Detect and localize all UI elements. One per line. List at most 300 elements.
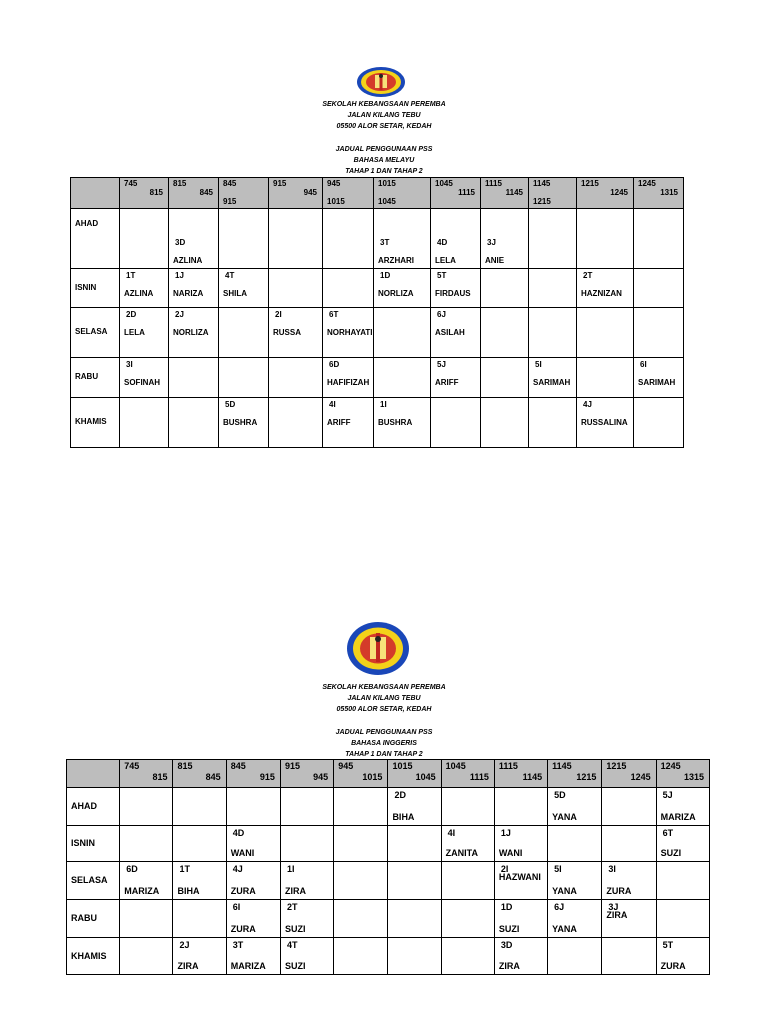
teacher-name: SUZI [660,848,682,858]
timetable-cell [548,826,602,862]
document-header [0,682,768,760]
subject-title: BAHASA INGGERIS [351,740,417,747]
timetable-cell [388,826,441,862]
day-label: KHAMIS [71,951,107,961]
teacher-name: YANA [552,812,577,822]
timetable-cell [431,308,481,358]
day-label-cell [71,398,120,448]
class-code: 4I [447,828,456,838]
schedule-title: JADUAL PENGGUNAAN PSS [335,146,433,153]
timetable-cell [173,862,226,900]
class-code: 1D [500,902,513,912]
timetable-cell [577,308,634,358]
timetable-cell [481,308,529,358]
teacher-name: NORHAYATI [327,328,373,337]
time-slot-header [226,760,280,788]
teacher-name: LELA [124,328,145,337]
timetable-cell [323,398,374,448]
time-slot-header [334,760,388,788]
time-slot-header [388,760,441,788]
class-code: 6T [662,828,674,838]
teacher-name: ZIRA [177,961,199,971]
slot-start-time: 915 [284,761,300,771]
class-code: 2I [500,864,509,874]
time-slot-header [577,178,634,209]
timetable-cell [577,358,634,398]
header-corner-cell [67,760,120,788]
class-code: 4J [583,400,592,409]
table-row [67,788,710,826]
slot-end-time: 815 [149,188,163,197]
timetable-cell [120,398,169,448]
timetable-cell [120,269,169,308]
slot-start-time: 815 [177,761,193,771]
timetable-cell [481,358,529,398]
slot-start-time: 1045 [435,179,453,188]
timetable-cell [323,308,374,358]
timetable-cell [529,358,577,398]
class-code: 3D [175,238,186,247]
teacher-name: SARIMAH [533,378,571,387]
time-slot-header [120,178,169,209]
teacher-name: ARZHARI [378,256,414,265]
timetable-cell [441,900,494,938]
timetable-cell [431,269,481,308]
day-label-cell [71,358,120,398]
slot-start-time: 1245 [660,761,681,771]
timetable-cell [219,308,269,358]
teacher-name: YANA [552,886,577,896]
timetable-cell [334,862,388,900]
slot-start-time: 1215 [581,179,599,188]
timetable-cell [634,308,684,358]
class-code: 1I [286,864,295,874]
slot-start-time: 815 [173,179,187,188]
table-row [67,900,710,938]
class-code: 4J [232,864,243,874]
slot-end-time: 815 [152,772,168,782]
timetable-cell [577,209,634,269]
timetable-cell [334,788,388,826]
teacher-name: ZURA [606,886,632,896]
table-row [71,308,684,358]
timetable-cell [374,398,431,448]
day-label: ISNIN [75,283,97,292]
timetable-cell [323,358,374,398]
day-label-cell [71,209,120,269]
time-slot-header [431,178,481,209]
teacher-name: NORLIZA [173,328,209,337]
teacher-name: HAZNIZAN [581,289,622,298]
timetable-cell [656,900,709,938]
timetable-cell [269,308,323,358]
timetable-cell [602,788,656,826]
subject-title: BAHASA MELAYU [353,157,415,164]
teacher-name: ARIFF [435,378,459,387]
timetable-cell [269,209,323,269]
school-crest-logo [356,66,406,98]
time-slot-header [494,760,547,788]
slot-start-time: 1145 [533,179,551,188]
teacher-name: ZURA [230,886,256,896]
table-row [67,938,710,975]
time-slot-header-row [67,760,710,788]
timetable-cell [169,358,219,398]
slot-end-time: 1115 [458,188,475,197]
class-code: 6D [126,864,138,874]
class-code: 3J [608,902,619,912]
schedule-title: JADUAL PENGGUNAAN PSS [335,729,433,736]
teacher-name: BUSHRA [378,418,413,427]
teacher-name: BIHA [392,812,415,822]
timetable-cell [441,862,494,900]
slot-end-time: 945 [313,772,329,782]
table-row [71,358,684,398]
timetable-cell [374,209,431,269]
timetable-cell [269,358,323,398]
class-code: 5T [437,271,447,280]
timetable-cell [441,788,494,826]
timetable-cell [219,398,269,448]
class-code: 2I [275,310,282,319]
timetable-cell [169,398,219,448]
time-slot-header [173,760,226,788]
class-code: 6J [437,310,446,319]
address-line-2: 05500 ALOR SETAR, KEDAH [336,706,432,713]
slot-start-time: 1215 [606,761,627,771]
teacher-name: YANA [552,924,577,934]
class-code: 3I [608,864,616,874]
class-code: 5D [554,790,566,800]
time-slot-header [602,760,656,788]
slot-end-time: 1315 [660,188,678,197]
time-slot-header [120,760,173,788]
class-code: 5D [225,400,236,409]
timetable-cell [173,826,226,862]
timetable-cell [169,209,219,269]
timetable-cell [634,269,684,308]
timetable-cell [656,938,709,975]
timetable-cell [431,398,481,448]
timetable-cell [173,900,226,938]
timetable-cell [120,938,173,975]
timetable-cell [226,788,280,826]
timetable-cell [388,938,441,975]
table-row [67,826,710,862]
teacher-name: ZIRA [498,961,520,971]
slot-start-time: 1045 [445,761,466,771]
timetable-cell [226,900,280,938]
day-label: SELASA [75,327,108,336]
timetable-cell [120,862,173,900]
timetable-cell [481,398,529,448]
slot-start-time: 1015 [392,761,413,771]
teacher-name: SOFINAH [124,378,160,387]
address-line-1: JALAN KILANG TEBU [347,695,421,702]
class-code: 2T [286,902,298,912]
teacher-name: SHILA [223,289,247,298]
teacher-name: ARIFF [327,418,351,427]
teacher-name: ZURA [230,924,256,934]
table-row [71,269,684,308]
class-code: 1J [500,828,511,838]
day-label: AHAD [75,219,99,228]
slot-start-time: 945 [338,761,354,771]
teacher-name: HAZWANI [498,872,541,882]
timetable-bahasa-melayu [70,177,684,448]
time-slot-header [634,178,684,209]
slot-start-time: 1145 [552,761,572,771]
slot-end-time: 1215 [576,772,597,782]
time-slot-header [219,178,269,209]
timetable-cell [441,826,494,862]
timetable-cell [529,308,577,358]
timetable-cell [219,358,269,398]
slot-start-time: 745 [124,179,138,188]
class-code: 4I [329,400,336,409]
slot-end-time: 1145 [505,188,523,197]
teacher-name: ZANITA [445,848,478,858]
day-label: SELASA [71,875,108,885]
time-slot-header [169,178,219,209]
teacher-name: WANI [498,848,523,858]
timetable-cell [388,900,441,938]
timetable-cell [481,269,529,308]
timetable-cell [529,269,577,308]
timetable-cell [577,398,634,448]
timetable-cell [602,900,656,938]
teacher-name: SUZI [284,924,306,934]
teacher-name: MARIZA [660,812,696,822]
timetable-cell [634,209,684,269]
slot-start-time: 915 [273,179,287,188]
slot-end-time: 1115 [469,772,489,782]
class-code: 2T [583,271,593,280]
timetable-cell [120,358,169,398]
timetable-cell [374,358,431,398]
class-code: 5I [535,360,542,369]
timetable-cell [280,938,333,975]
timetable-cell [280,862,333,900]
time-slot-header [269,178,323,209]
timetable-cell [120,308,169,358]
class-code: 4D [232,828,245,838]
class-code: 5I [554,864,562,874]
day-label-cell [67,788,120,826]
class-code: 1J [175,271,184,280]
slot-end-time: 1045 [378,197,396,206]
timetable-cell [548,938,602,975]
slot-end-time: 1145 [522,772,543,782]
timetable-cell [656,826,709,862]
address-line-2: 05500 ALOR SETAR, KEDAH [336,123,432,130]
slot-end-time: 845 [199,188,213,197]
slot-end-time: 1315 [683,772,704,782]
level-title: TAHAP 1 DAN TAHAP 2 [345,168,423,175]
day-label-cell [67,862,120,900]
day-label-cell [67,826,120,862]
time-slot-header [280,760,333,788]
table-row [67,862,710,900]
teacher-name: ANIE [485,256,505,265]
time-slot-header [656,760,709,788]
timetable-cell [481,209,529,269]
level-title: TAHAP 1 DAN TAHAP 2 [345,751,423,758]
timetable-cell [577,269,634,308]
slot-end-time: 1245 [630,772,651,782]
timetable-cell [441,938,494,975]
timetable-cell [529,398,577,448]
day-label-cell [71,308,120,358]
timetable-cell [323,269,374,308]
teacher-name: FIRDAUS [435,289,471,298]
timetable-cell [280,826,333,862]
timetable-cell [634,398,684,448]
school-name: SEKOLAH KEBANGSAAN PEREMBA [322,684,446,691]
timetable-cell [602,862,656,900]
timetable-cell [219,209,269,269]
timetable-cell [388,862,441,900]
class-code: 5J [437,360,446,369]
class-code: 6J [554,902,565,912]
timetable-cell [334,938,388,975]
timetable-cell [529,209,577,269]
timetable-cell [494,826,547,862]
slot-start-time: 1115 [498,761,518,771]
time-slot-header-row [71,178,684,209]
timetable-cell [269,269,323,308]
class-code: 2J [179,940,190,950]
timetable-cell [374,269,431,308]
timetable-cell [656,862,709,900]
timetable-cell [120,826,173,862]
teacher-name: BUSHRA [223,418,258,427]
timetable-cell [431,358,481,398]
timetable-cell [169,308,219,358]
timetable-cell [634,358,684,398]
slot-end-time: 1015 [327,197,345,206]
timetable-cell [269,398,323,448]
teacher-name: SARIMAH [638,378,676,387]
slot-start-time: 1245 [638,179,656,188]
class-code: 1T [179,864,190,874]
document-header [0,99,768,177]
class-code: 2J [175,310,184,319]
teacher-name: LELA [435,256,456,265]
class-code: 5T [662,940,674,950]
table-row [71,398,684,448]
slot-start-time: 1015 [378,179,396,188]
teacher-name: BIHA [177,886,200,896]
header-corner-cell [71,178,120,209]
class-code: 3T [380,238,390,247]
teacher-name: AZLINA [173,256,203,265]
slot-end-time: 1045 [415,772,436,782]
timetable-bahasa-inggeris [66,759,710,975]
timetable-cell [334,826,388,862]
timetable-cell [374,308,431,358]
timetable-cell [173,938,226,975]
table-row [71,209,684,269]
slot-start-time: 745 [124,761,140,771]
timetable-cell [280,900,333,938]
timetable-cell [656,788,709,826]
timetable-cell [548,788,602,826]
slot-start-time: 845 [230,761,246,771]
teacher-name: SUZI [498,924,520,934]
timetable-cell [219,269,269,308]
timetable-cell [280,788,333,826]
day-label: RABU [71,913,97,923]
slot-end-time: 915 [223,197,237,206]
timetable-cell [494,788,547,826]
timetable-cell [226,862,280,900]
timetable-cell [388,788,441,826]
class-code: 6I [640,360,647,369]
class-code: 2D [126,310,137,319]
timetable-cell [334,900,388,938]
class-code: 4T [225,271,235,280]
day-label-cell [67,938,120,975]
time-slot-header [323,178,374,209]
timetable-cell [602,938,656,975]
teacher-name: AZLINA [124,289,154,298]
class-code: 2D [394,790,406,800]
timetable-cell [494,938,547,975]
teacher-name: MARIZA [124,886,160,896]
class-code: 3T [232,940,244,950]
day-label: AHAD [71,801,97,811]
class-code: 4T [286,940,298,950]
slot-end-time: 1245 [610,188,628,197]
day-label-cell [71,269,120,308]
class-code: 6I [232,902,241,912]
timetable-cell [173,788,226,826]
timetable-cell [226,938,280,975]
timetable-cell [494,862,547,900]
teacher-name: RUSSALINA [581,418,628,427]
school-crest-logo [346,621,410,676]
school-name: SEKOLAH KEBANGSAAN PEREMBA [322,101,446,108]
slot-end-time: 945 [303,188,317,197]
teacher-name: ZURA [660,961,686,971]
timetable-cell [169,269,219,308]
class-code: 3D [500,940,513,950]
class-code: 6T [329,310,339,319]
teacher-name: WANI [230,848,255,858]
teacher-name: ASILAH [435,328,465,337]
timetable-cell [548,862,602,900]
slot-start-time: 845 [223,179,237,188]
class-code: 5J [662,790,673,800]
class-code: 3I [126,360,133,369]
time-slot-header [481,178,529,209]
class-code: 6D [329,360,340,369]
teacher-name: NARIZA [173,289,204,298]
class-code: 1I [380,400,387,409]
teacher-name: SUZI [284,961,306,971]
day-label: KHAMIS [75,417,107,426]
time-slot-header [529,178,577,209]
address-line-1: JALAN KILANG TEBU [347,112,421,119]
slot-end-time: 915 [259,772,275,782]
slot-end-time: 845 [205,772,221,782]
day-label-cell [67,900,120,938]
timetable-cell [431,209,481,269]
timetable-cell [120,788,173,826]
class-code: 1D [380,271,391,280]
slot-end-time: 1215 [533,197,551,206]
